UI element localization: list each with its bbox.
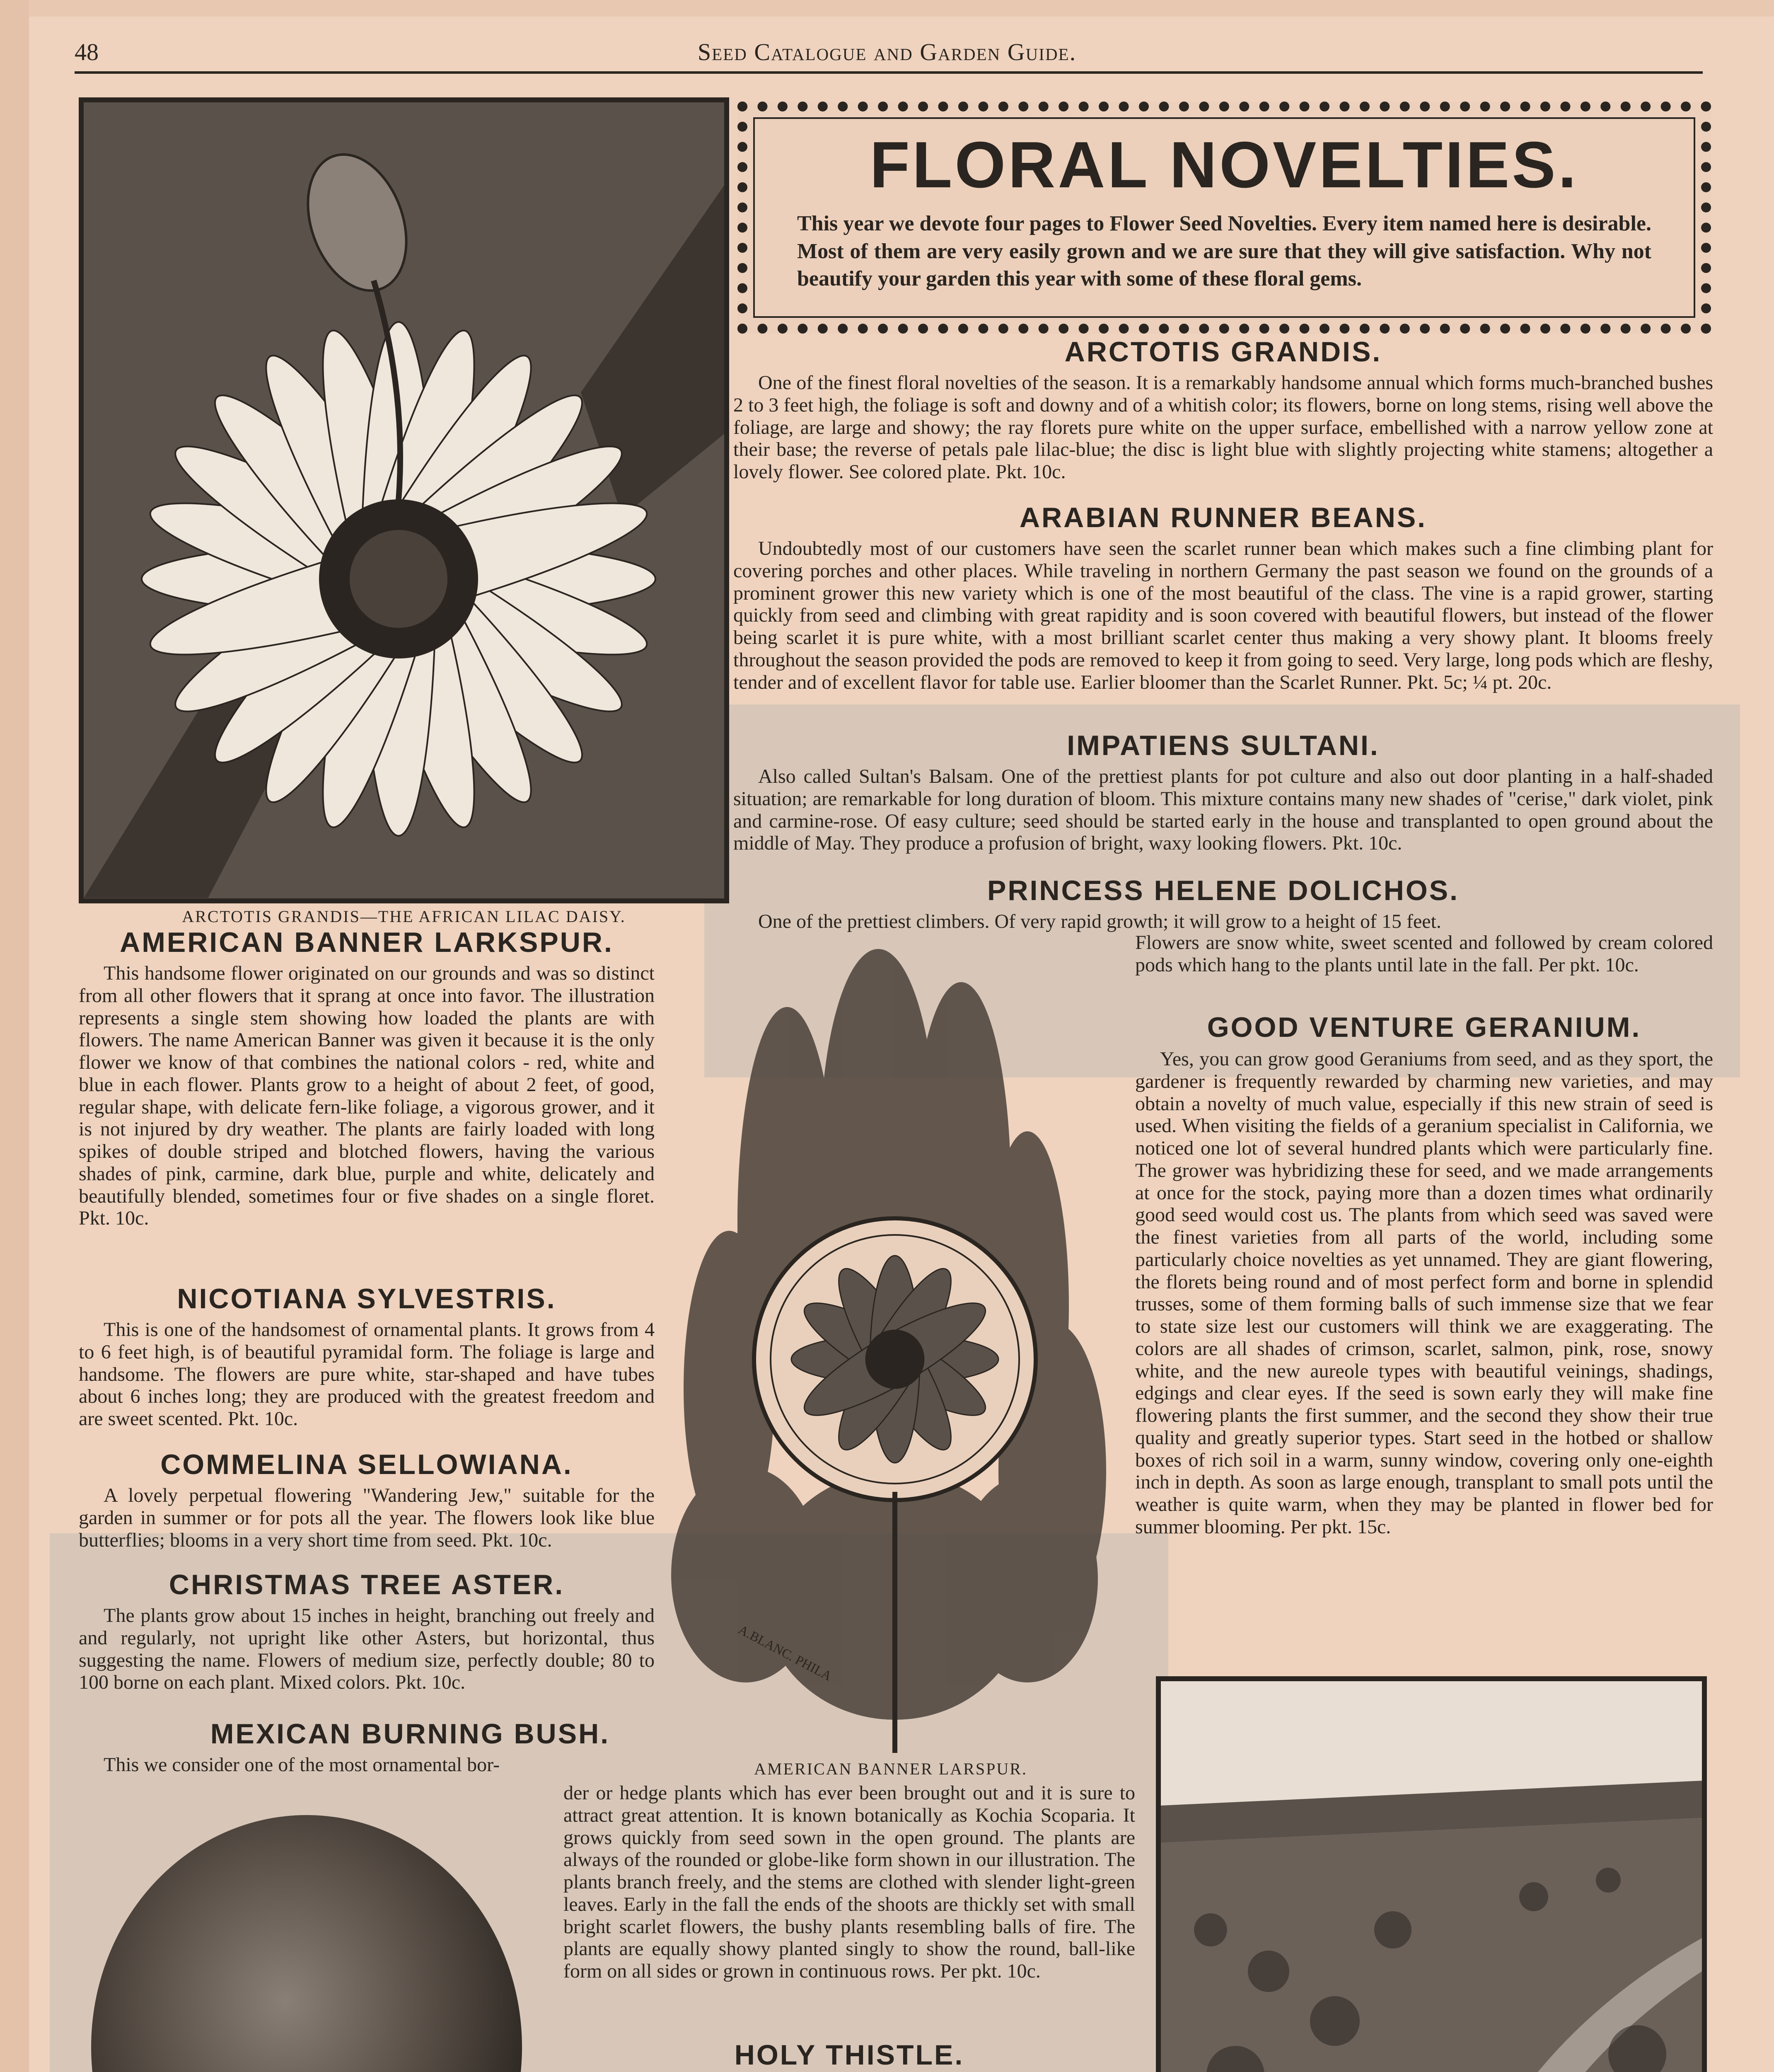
intro-paragraph: This year we devote four pages to Flower Seed Novelties. Every item named here is desirable. Most of them are very easily grown and we are sure that they will give satisfaction. Why not beautify your garden this year with some of these floral gems.	[797, 212, 1651, 291]
article-text: Undoubtedly most of our customers have seen the scarlet runner bean which makes such a fine climbing plant for covering porches and other places. While traveling in northern Germany the past season we found on the grounds of a prominent grower this new variety which is one of the most beautiful of the class. The vine is a rapid grower, starting quickly from seed and climbing with great rapidity and is soon covered with beautiful flowers, but instead of the flower being scarlet it is pure white, with a most brilliant scarlet center thus making a very showy plant. It blooms freely throughout the season provided the pods are removed to keep it from going to seed. Very large, long pods which are fleshy, tender and of excellent flavor for table use. Earlier bloomer than the Scarlet Runner. Pkt. 5c; ¼ pt. 20c.	[733, 537, 1713, 693]
article-heading: GOOD VENTURE GERANIUM.	[1207, 1012, 1641, 1043]
article-heading: AMERICAN BANNER LARKSPUR.	[120, 927, 614, 958]
article-text: Yes, you can grow good Geraniums from seed, and as they sport, the gardener is frequently rewarded by charming new varieties, and may obtain a novelty of much value, especially if this new strain of seed is used. When visiting the fields of a geranium specialist in California, we noticed one lot of several hundred plants which were particularly fine. The grower was hybridizing these for seed, and we made arrangements at once for the stock, paying more than a dozen times what ordinarily good seed would cost us. The plants from which seed was saved were the finest varieties from all parts of the world, including some particularly choice novelties as yet unnamed. They are giant flowering, the florets being round and of most perfect form and borne in splendid trusses, some of them forming balls of such immense size that we fear to state size lest our customers will think we are exaggerating. The colors are all shades of crimson, scarlet, salmon, pink, rose, snowy white, and the new aureole types with beautiful veinings, shadings, edgings and clear eyes. If the seed is sown early they will make fine flowering plants the first summer, and the second they show their true quality and greatly superior types. Start seed in the hotbed or shallow boxes of rich soil in a warm, sunny window, covering only one-eighth inch in depth. As soon as large enough, transplant to small pots until the weather is quite warm, when they may be planted in flower bed for summer blooming. Per pkt. 15c.	[1135, 1048, 1713, 1538]
running-title: Seed Catalogue and Garden Guide.	[697, 39, 1077, 65]
larkspur-illustration	[663, 932, 1119, 1757]
burning-bush-illustration	[75, 1790, 551, 2072]
article-christmas-tree-aster	[79, 1571, 655, 1694]
article-text-lead: This we consider one of the most ornamental bor-	[104, 1754, 500, 1776]
arctotis-illustration	[79, 97, 729, 903]
article-impatiens	[733, 731, 1713, 854]
article-text: A lovely perpetual flowering "Wandering Jew," suitable for the garden in summer or for pots all the year. The flowers look like blue butterflies; blooms in a very short time from seed. Pkt. 10c.	[79, 1484, 655, 1551]
geranium-field-illustration	[1156, 1676, 1707, 2072]
article-text: One of the finest floral novelties of the season. It is a remarkably handsome annual which forms much-branched bushes 2 to 3 feet high, the foliage is soft and downy and of a whitish color; its flowers, borne on long stems, rising well above the foliage, are large and showy; the ray florets pure white on the upper surface, embellished with a narrow yellow zone at their base; the reverse of petals pale lilac-blue; the disc is light blue with slightly projecting white stamens; altogether a lovely flower. See colored plate. Pkt. 10c.	[733, 372, 1713, 483]
article-heading: PRINCESS HELENE DOLICHOS.	[987, 875, 1460, 906]
article-text: Also called Sultan's Balsam. One of the prettiest plants for pot culture and also out door planting in a half-shaded situation; are remarkable for long duration of bloom. This mixture contains many new shades of "cerise," dark violet, pink and carmine-rose. Of easy culture; seed should be started early in the house and transplanted to open ground about the middle of May. They produce a profusion of bright, waxy looking flowers. Pkt. 10c.	[733, 765, 1713, 854]
article-text: This is one of the handsomest of ornamental plants. It grows from 4 to 6 feet high, is of beautiful pyramidal form. The foliage is large and handsome. The flowers are pure white, star-shaped and have tubes about 6 inches long; they are produced with the greatest freedom and are sweet scented. Pkt. 10c.	[79, 1319, 655, 1430]
article-heading: HOLY THISTLE.	[734, 2039, 964, 2071]
article-heading: IMPATIENS SULTANI.	[1067, 730, 1380, 761]
page-number: 48	[75, 39, 99, 65]
mexican-burning-bush-continued: der or hedge plants which has ever been brought out and it is sure to attract great attention. It is known botanically as Kochia Scoparia. It grows quickly from seed sown in the open ground. The plants are always of the rounded or globe-like form shown in our illustration. The plants branch freely, and the stems are clothed with slender light-green leaves. Early in the fall the ends of the shoots are thickly set with small bright scarlet flowers, the bushy plants resembling balls of fire. The plants are equally showy planted singly to show the round, ball-like form on all sides or grown in continuous rows. Per pkt. 10c.	[563, 1782, 1135, 1982]
article-commelina	[79, 1450, 655, 1551]
larkspur-caption: AMERICAN BANNER LARSPUR.	[754, 1760, 1027, 1778]
article-text-lead: One of the prettiest climbers. Of very rapid growth; it will grow to a height of 15 feet.	[758, 910, 1441, 932]
page-title: FLORAL NOVELTIES.	[870, 128, 1579, 201]
article-heading: ARCTOTIS GRANDIS.	[1064, 336, 1382, 368]
header-rule	[75, 71, 1703, 74]
princess-helene-continued: Flowers are snow white, sweet scented and followed by cream colored pods which hang to the plants until late in the fall. Per pkt. 10c.	[1135, 932, 1713, 976]
article-american-banner-larkspur	[79, 928, 655, 1230]
floral-novelties-title-box	[737, 102, 1711, 334]
article-arabian-runner-beans	[733, 503, 1713, 693]
page-edge-top	[0, 0, 1774, 17]
page-edge-left	[0, 0, 29, 2072]
article-princess-helene	[733, 876, 1713, 933]
article-text: The plants grow about 15 inches in height, branching out freely and and regularly, not upright like other Asters, but horizontal, thus suggesting the name. Flowers of medium size, perfectly double; 80 to 100 borne on each plant. Mixed colors. Pkt. 10c.	[79, 1605, 655, 1694]
article-arctotis	[733, 338, 1713, 483]
article-heading: NICOTIANA SYLVESTRIS.	[177, 1283, 556, 1314]
article-holy-thistle	[563, 2041, 1135, 2072]
article-mexican-burning-bush	[79, 1720, 742, 1776]
article-heading: CHRISTMAS TREE ASTER.	[169, 1569, 565, 1600]
article-nicotiana	[79, 1285, 655, 1430]
larkspur-engraver-mark: A.BLANC. PHILA	[736, 1622, 834, 1684]
article-heading: ARABIAN RUNNER BEANS.	[1019, 502, 1427, 533]
article-heading: COMMELINA SELLOWIANA.	[160, 1449, 573, 1480]
arctotis-caption: ARCTOTIS GRANDIS—THE AFRICAN LILAC DAISY.	[182, 907, 626, 926]
article-good-venture-geranium	[1135, 1013, 1713, 1538]
article-text: This handsome flower originated on our grounds and was so distinct from all other flowers that it sprang at once into favor. The illustration represents a single stem showing how loaded the plants are with flowers. The name American Banner was given it because it is the only flower we know of that combines the national colors - red, white and blue in each flower. Plants grow to a height of about 2 feet, of good, regular shape, with delicate fern-like foliage, a vigorous grower, and it is not injured by dry weather. The plants are fairly loaded with long spikes of double striped and blotched flowers, having the various shades of pink, carmine, dark blue, purple and white, delicately and beautifully blended, sometimes four or five shades on a single floret. Pkt. 10c.	[79, 962, 655, 1230]
article-heading: MEXICAN BURNING BUSH.	[210, 1718, 610, 1750]
